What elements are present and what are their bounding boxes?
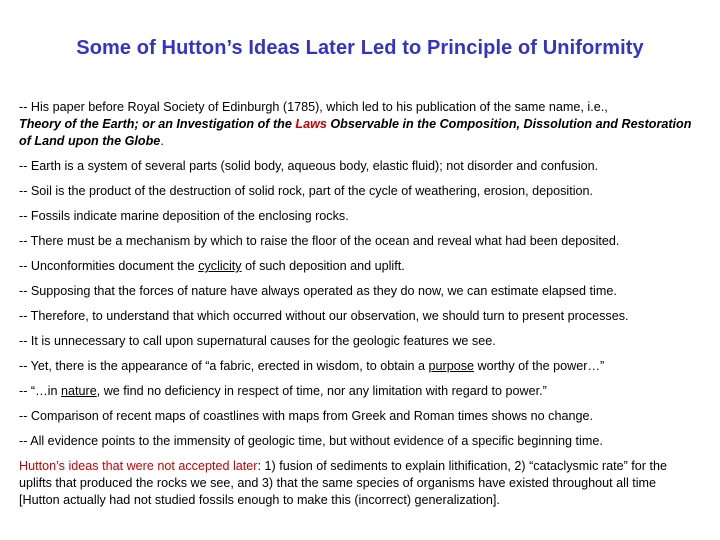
paper-intro: -- His paper before Royal Society of Edinburgh (1785), which led to his publication of the same name, i.e., (19, 100, 608, 114)
paragraph-fossils: -- Fossils indicate marine deposition of the enclosing rocks. (19, 209, 349, 223)
paragraph-fabric (19, 358, 699, 375)
slide-body (19, 99, 699, 517)
fabric-text-a: -- Yet, there is the appearance of “a fabric, erected in wisdom, to obtain a (19, 359, 429, 373)
nature-text-b: , we find no deficiency in respect of time, nor any limitation with regard to power.” (96, 384, 547, 398)
fabric-text-b: worthy of the power…” (474, 359, 605, 373)
not-accepted-lead: Hutton’s ideas that were not accepted later (19, 459, 258, 473)
paper-title-part-a: Theory of the Earth; or an Investigation of the (19, 117, 296, 131)
paragraph-mechanism: -- There must be a mechanism by which to raise the floor of the ocean and reveal what had been deposited. (19, 234, 620, 248)
paragraph-supernatural: -- It is unnecessary to call upon supernatural causes for the geologic features we see. (19, 334, 496, 348)
paper-title-laws: Laws (295, 117, 327, 131)
paragraph-unconformities (19, 258, 699, 275)
paragraph-earth-system: -- Earth is a system of several parts (solid body, aqueous body, elastic fluid); not disorder and confusion. (19, 159, 599, 173)
paragraph-coastlines: -- Comparison of recent maps of coastlines with maps from Greek and Roman times shows no change. (19, 409, 593, 423)
slide-title: Some of Hutton’s Ideas Later Led to Principle of Uniformity (76, 37, 644, 59)
paragraph-paper (19, 99, 699, 150)
paper-title-part-b: Observable in the Composition, Dissolution and Restoration of Land upon the Globe (19, 117, 692, 148)
nature-text-a: -- “…in (19, 384, 61, 398)
paragraph-elapsed-time: -- Supposing that the forces of nature have always operated as they do now, we can estimate elapsed time. (19, 284, 617, 298)
paragraph-not-accepted (19, 458, 699, 509)
paragraph-geologic-time: -- All evidence points to the immensity of geologic time, but without evidence of a specific beginning time. (19, 434, 603, 448)
cyclicity-word: cyclicity (198, 259, 242, 273)
unconformities-text-a: -- Unconformities document the (19, 259, 199, 273)
not-accepted-list: : 1) fusion of sediments to explain lithification, 2) “cataclysmic rate” for the uplifts that produced the rocks we see, and 3) that the same species of organisms have existed throughout all time [Hutton actually had not studied fossils enough to make this (incorrect) generalization]. (19, 459, 667, 507)
paragraph-nature (19, 383, 699, 400)
purpose-word: purpose (428, 359, 475, 373)
paragraph-present-processes: -- Therefore, to understand that which occurred without our observation, we should turn to present processes. (19, 309, 629, 323)
nature-word: nature (60, 384, 97, 398)
unconformities-text-b: of such deposition and uplift. (241, 259, 405, 273)
paper-period: . (160, 134, 164, 148)
paragraph-soil: -- Soil is the product of the destruction of solid rock, part of the cycle of weathering, erosion, deposition. (19, 184, 594, 198)
